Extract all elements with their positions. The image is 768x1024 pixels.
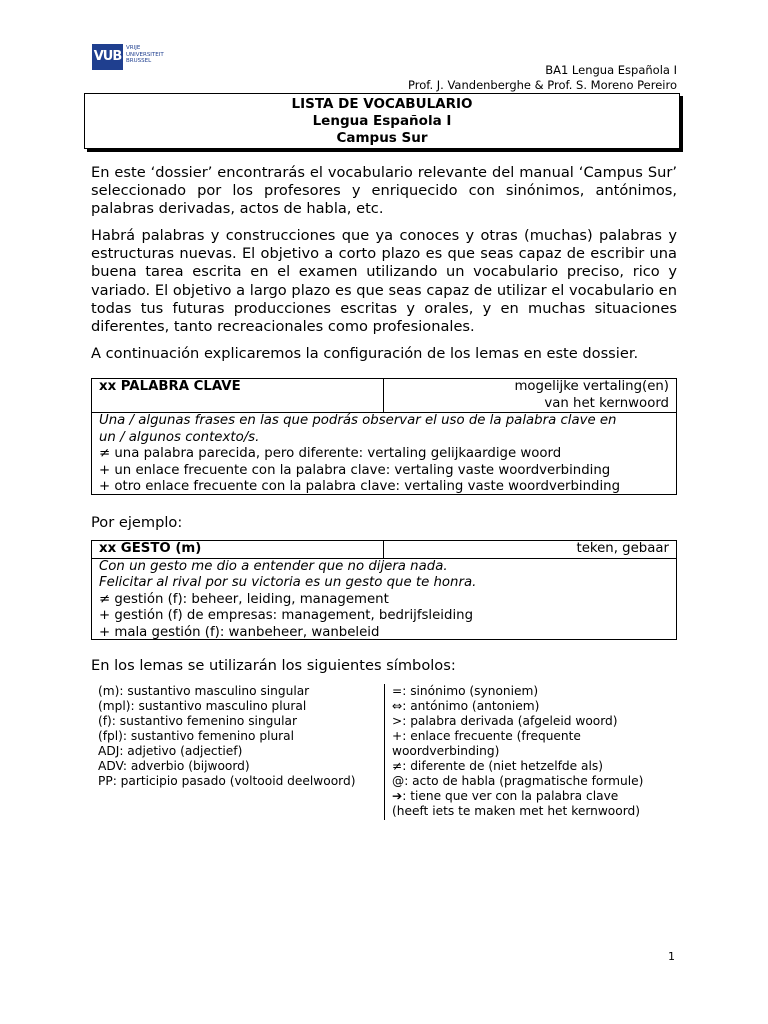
template-table bbox=[91, 378, 677, 495]
example-sentence: Con un gesto me dio a entender que no dijera nada. bbox=[99, 558, 448, 574]
example-body bbox=[92, 559, 676, 642]
title-line-3: Campus Sur bbox=[336, 130, 428, 146]
symbol-item: ≠: diferente de (niet hetzelfde als) bbox=[392, 759, 603, 773]
logo-line: UNIVERSITEIT bbox=[126, 51, 164, 58]
symbol-item: ⇔: antónimo (antoniem) bbox=[392, 699, 540, 713]
course-header: BA1 Lengua Española I bbox=[545, 63, 677, 77]
logo-line: BRUSSEL bbox=[126, 58, 152, 64]
template-header-row bbox=[92, 379, 676, 413]
title-line-2: Lengua Española I bbox=[312, 113, 452, 129]
example-sentence: Una / algunas frases en las que podrás observar el uso de la palabra clave en bbox=[99, 413, 617, 428]
objectives-paragraph: Habrá palabras y construcciones que ya conoces y otras (muchas) palabras y estructuras nuevas. El objetivo a corto plazo es que seas capaz de escribir una buena tarea escrita en el examen utilizando un vocabulario preciso, rico y variado. El objetivo a largo plazo es que seas capaz de utilizar el vocabulario en todas tus futuras producciones escritas y orales, y en muchas situaciones diferentes, tanto recreacionales como profesionales. bbox=[91, 227, 677, 336]
symbol-item: +: enlace frecuente (frequente bbox=[392, 729, 581, 743]
symbols-intro: En los lemas se utilizarán los siguientes símbolos: bbox=[91, 657, 456, 674]
example-header-row bbox=[92, 541, 676, 559]
vub-logo bbox=[92, 44, 168, 70]
symbol-item: (f): sustantivo femenino singular bbox=[98, 714, 297, 728]
template-body bbox=[92, 413, 676, 496]
title-box bbox=[84, 93, 680, 149]
example-intro: Por ejemplo: bbox=[91, 514, 183, 531]
collocation-line: + un enlace frecuente con la palabra clave: vertaling vaste woordverbinding bbox=[99, 462, 611, 478]
logo-line: VRIJE bbox=[126, 45, 141, 51]
symbol-item: (mpl): sustantivo masculino plural bbox=[98, 699, 307, 713]
symbol-item: (heeft iets te maken met het kernwoord) bbox=[392, 804, 641, 818]
example-sentence: Felicitar al rival por su victoria es un gesto que te honra. bbox=[99, 575, 477, 590]
symbol-item: ADJ: adjetivo (adjectief) bbox=[98, 744, 243, 758]
symbol-item: =: sinónimo (synoniem) bbox=[392, 684, 539, 698]
different-word-line: ≠ una palabra parecida, pero diferente: vertaling gelijkaardige woord bbox=[99, 446, 562, 461]
example-sentence: un / algunos contexto/s. bbox=[99, 429, 260, 445]
example-table bbox=[91, 540, 677, 640]
different-word-line: ≠ gestión (f): beheer, leiding, management bbox=[99, 591, 389, 607]
symbol-item: ADV: adverbio (bijwoord) bbox=[98, 759, 250, 773]
symbol-item: PP: participio pasado (voltooid deelwoord) bbox=[98, 774, 356, 788]
professors-header: Prof. J. Vandenberghe & Prof. S. Moreno Pereiro bbox=[407, 78, 677, 92]
logo-mark: VUB bbox=[92, 44, 123, 70]
symbol-item: >: palabra derivada (afgeleid woord) bbox=[392, 714, 618, 728]
logo-text bbox=[126, 45, 164, 65]
symbol-item: ➔: tiene que ver con la palabra clave bbox=[392, 789, 619, 803]
translation-line: van het kernwoord bbox=[544, 395, 669, 411]
collocation-line: + mala gestión (f): wanbeheer, wanbeleid bbox=[99, 624, 380, 640]
symbol-item: (fpl): sustantivo femenino plural bbox=[98, 729, 295, 743]
collocation-line: + otro enlace frecuente con la palabra clave: vertaling vaste woordverbinding bbox=[99, 479, 621, 494]
symbols-left-column bbox=[98, 684, 383, 789]
title-line-1: LISTA DE VOCABULARIO bbox=[291, 96, 473, 112]
intro-paragraph: En este ‘dossier’ encontrarás el vocabulario relevante del manual ‘Campus Sur’ seleccionado por los profesores y enriquecido con sinónimos, antónimos, palabras derivadas, actos de habla, etc. bbox=[91, 164, 677, 218]
configuration-paragraph: A continuación explicaremos la configuración de los lemas en este dossier. bbox=[91, 345, 639, 362]
template-translation bbox=[384, 379, 676, 412]
template-keyword: xx PALABRA CLAVE bbox=[92, 379, 384, 412]
translation-line: mogelijke vertaling(en) bbox=[514, 379, 669, 394]
symbol-item: (m): sustantivo masculino singular bbox=[98, 684, 310, 698]
page-number: 1 bbox=[668, 950, 675, 963]
symbol-item: woordverbinding) bbox=[392, 744, 500, 758]
symbols-right-column bbox=[384, 684, 674, 820]
example-keyword: xx GESTO (m) bbox=[92, 541, 384, 558]
collocation-line: + gestión (f) de empresas: management, bedrijfsleiding bbox=[99, 608, 474, 623]
example-translation: teken, gebaar bbox=[576, 541, 669, 556]
symbol-item: @: acto de habla (pragmatische formule) bbox=[392, 774, 644, 788]
